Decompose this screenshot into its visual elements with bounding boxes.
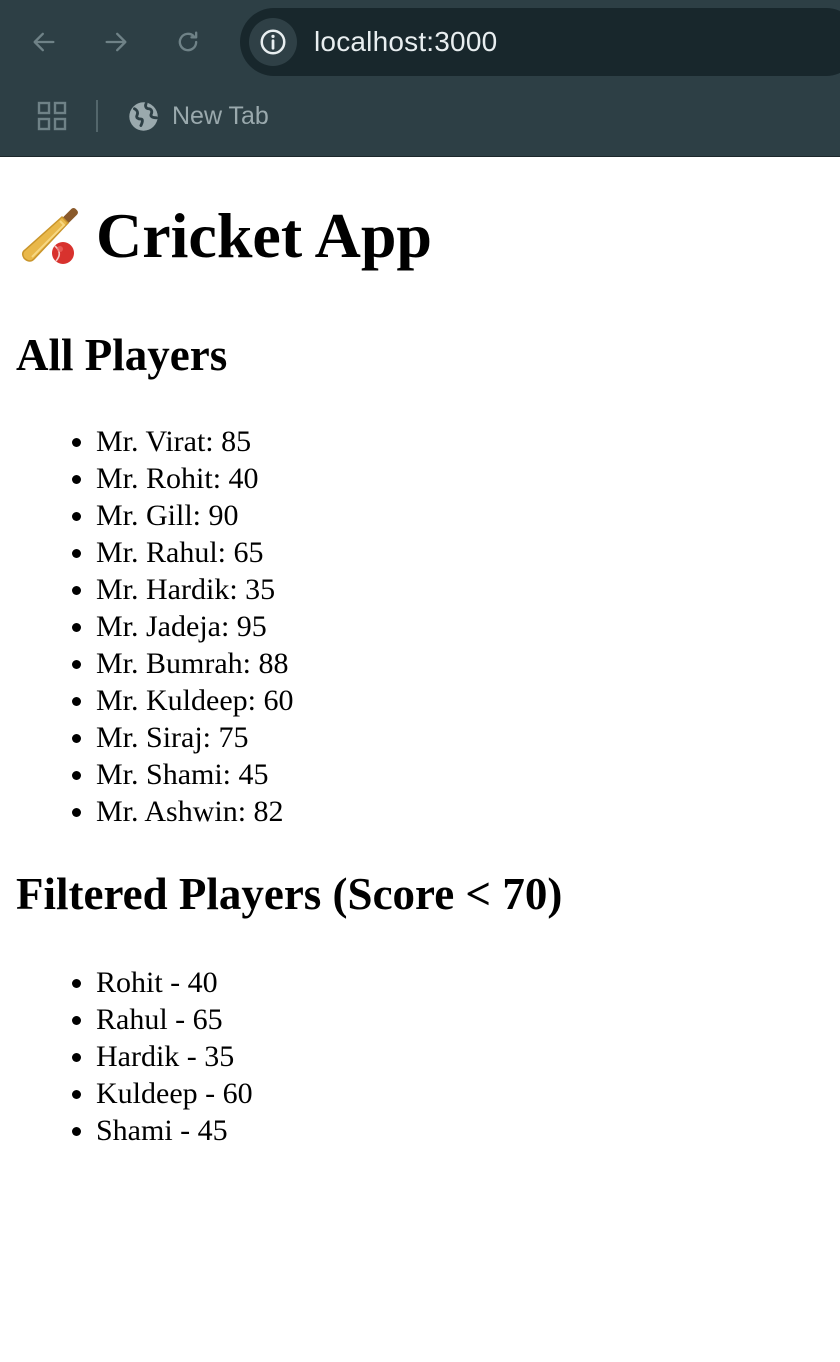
forward-button[interactable] [96,22,136,62]
list-item: • Mr. Gill: 90 [96,497,293,534]
list-item: • Mr. Rohit: 40 [96,460,293,497]
list-item: • Mr. Ashwin: 82 [96,793,293,830]
list-item: • Kuldeep - 60 [96,1075,253,1112]
bookmarks-bar [0,90,840,142]
list-item: • Mr. Shami: 45 [96,756,293,793]
list-item: • Mr. Siraj: 75 [96,719,293,756]
filtered-players-list [56,964,253,1149]
list-item: • Mr. Bumrah: 88 [96,645,293,682]
list-item: • Mr. Virat: 85 [96,423,293,460]
arrow-left-icon [30,28,58,56]
globe-icon [128,101,159,132]
apps-grid-icon[interactable] [36,100,68,132]
reload-icon [174,28,202,56]
list-item: • Mr. Hardik: 35 [96,571,293,608]
bookmarks-divider [96,100,98,132]
page-title [16,200,432,271]
cricket-bat-ball-icon [16,203,82,269]
list-item: • Hardik - 35 [96,1038,253,1075]
filtered-players-heading: Filtered Players (Score < 70) [16,869,563,919]
bookmark-new-tab[interactable] [128,100,269,132]
list-item: • Shami - 45 [96,1112,253,1149]
all-players-heading: All Players [16,330,228,380]
arrow-right-icon [102,28,130,56]
list-item: • Mr. Jadeja: 95 [96,608,293,645]
browser-toolbar [0,0,840,157]
list-item: • Rohit - 40 [96,964,253,1001]
reload-button[interactable] [168,22,208,62]
list-item: • Rahul - 65 [96,1001,253,1038]
address-bar[interactable] [240,8,840,76]
list-item: • Mr. Rahul: 65 [96,534,293,571]
list-item: • Mr. Kuldeep: 60 [96,682,293,719]
bookmark-label: New Tab [172,101,269,130]
site-info-button[interactable] [249,18,297,66]
page-title-text: Cricket App [96,200,432,271]
info-icon [258,27,288,57]
back-button[interactable] [24,22,64,62]
url-text[interactable]: localhost:3000 [314,26,498,57]
all-players-list [56,423,293,830]
